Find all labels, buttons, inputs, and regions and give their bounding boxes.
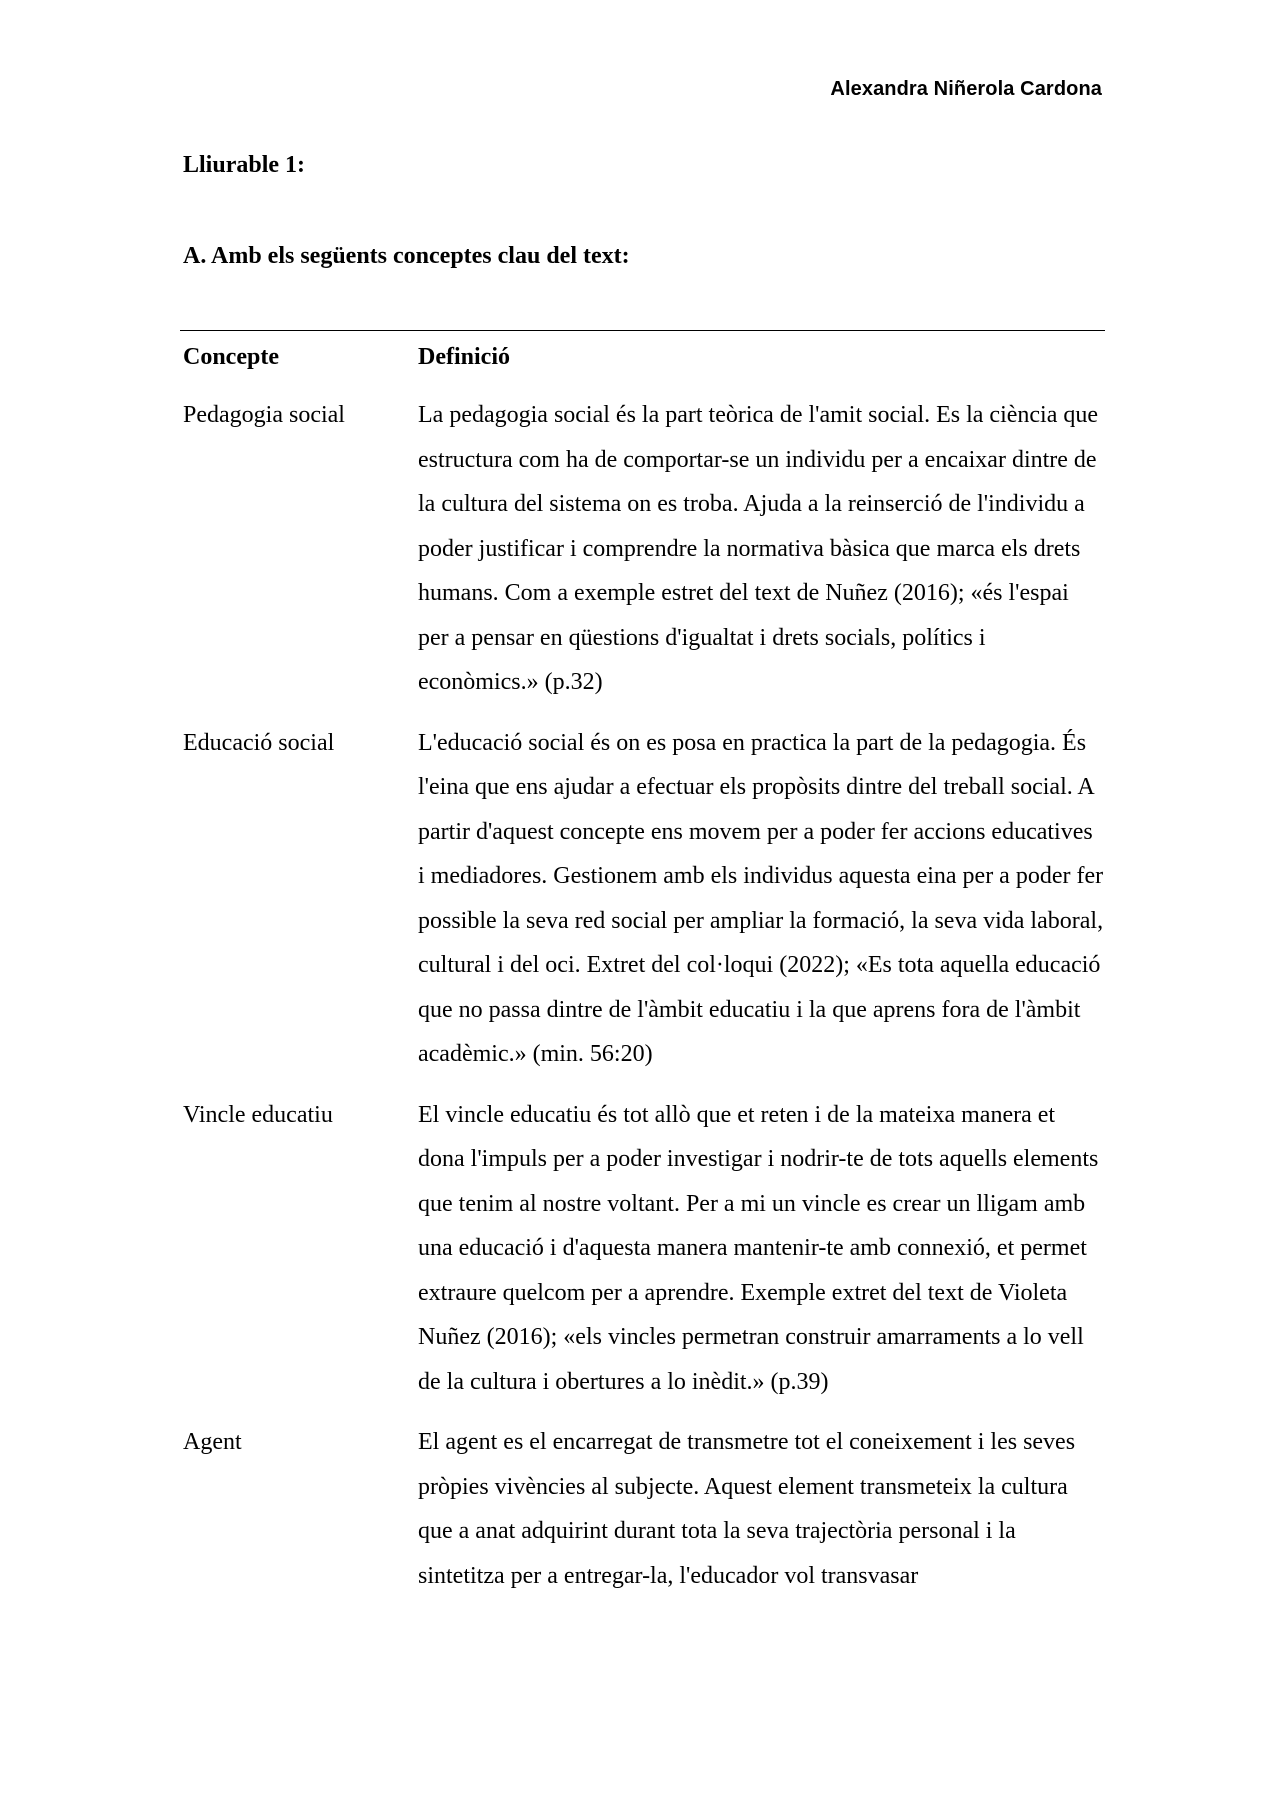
document-title: Lliurable 1:: [183, 152, 306, 178]
definition-cell: L'educació social és on es posa en practica la part de la pedagogia. És l'eina que ens ajudar a efectuar els propòsits dintre del treball social. A partir d'aquest concepte ens movem per a poder fer accions educatives i mediadores. Gestionem amb els individus aquesta eina per a poder fer possible la seva red social per ampliar la formació, la seva vida laboral, cultural i del oci. Extret del col·loqui (2022); «Es tota aquella educació que no passa dintre de l'àmbit educatiu i la que aprens fora de l'àmbit acadèmic.» (min. 56:20): [418, 729, 1104, 1067]
definition-cell: El agent es el encarregat de transmetre tot el coneixement i les seves pròpies vivències al subjecte. Aquest element transmeteix la cultura que a anat adquirint durant tota la seva trajectòria personal i la sintetitza per a entregar-la, l'educador vol transvasar: [418, 1429, 1076, 1589]
table-header-row: [180, 331, 1105, 388]
concept-cell: Educació social: [183, 729, 335, 756]
header-definition: Definició: [418, 344, 510, 370]
concept-cell: Agent: [183, 1429, 242, 1455]
concepts-table: [180, 330, 1105, 1608]
section-heading: A. Amb els següents conceptes clau del text:: [183, 243, 630, 269]
concept-cell: Pedagogia social: [183, 402, 345, 428]
table-row: [180, 715, 1105, 1087]
table-row: [180, 387, 1105, 715]
header-concept: Concepte: [183, 344, 279, 370]
definition-cell: La pedagogia social és la part teòrica de l'amit social. Es la ciència que estructura com ha de comportar-se un individu per a encaixar dintre de la cultura del sistema on es troba. Ajuda a la reinserció de l'individu a poder justificar i comprendre la normativa bàsica que marca els drets humans. Com a exemple estret del text de Nuñez (2016); «és l'espai per a pensar en qüestions d'igualtat i drets socials, polítics i econòmics.» (p.32): [418, 402, 1099, 695]
header-author: Alexandra Niñerola Cardona: [830, 78, 1102, 100]
definition-cell: El vincle educatiu és tot allò que et reten i de la mateixa manera et dona l'impuls per a poder investigar i nodrir-te de tots aquells elements que tenim al nostre voltant. Per a mi un vincle es crear un lligam amb una educació i d'aquesta manera mantenir-te amb connexió, et permet extraure quelcom per a aprendre. Exemple extret del text de Violeta Nuñez (2016); «els vincles permetran construir amarraments a lo vell de la cultura i obertures a lo inèdit.» (p.39): [418, 1101, 1099, 1395]
table-row: [180, 1414, 1105, 1608]
concept-cell: Vincle educatiu: [183, 1101, 333, 1128]
table-row: [180, 1087, 1105, 1415]
